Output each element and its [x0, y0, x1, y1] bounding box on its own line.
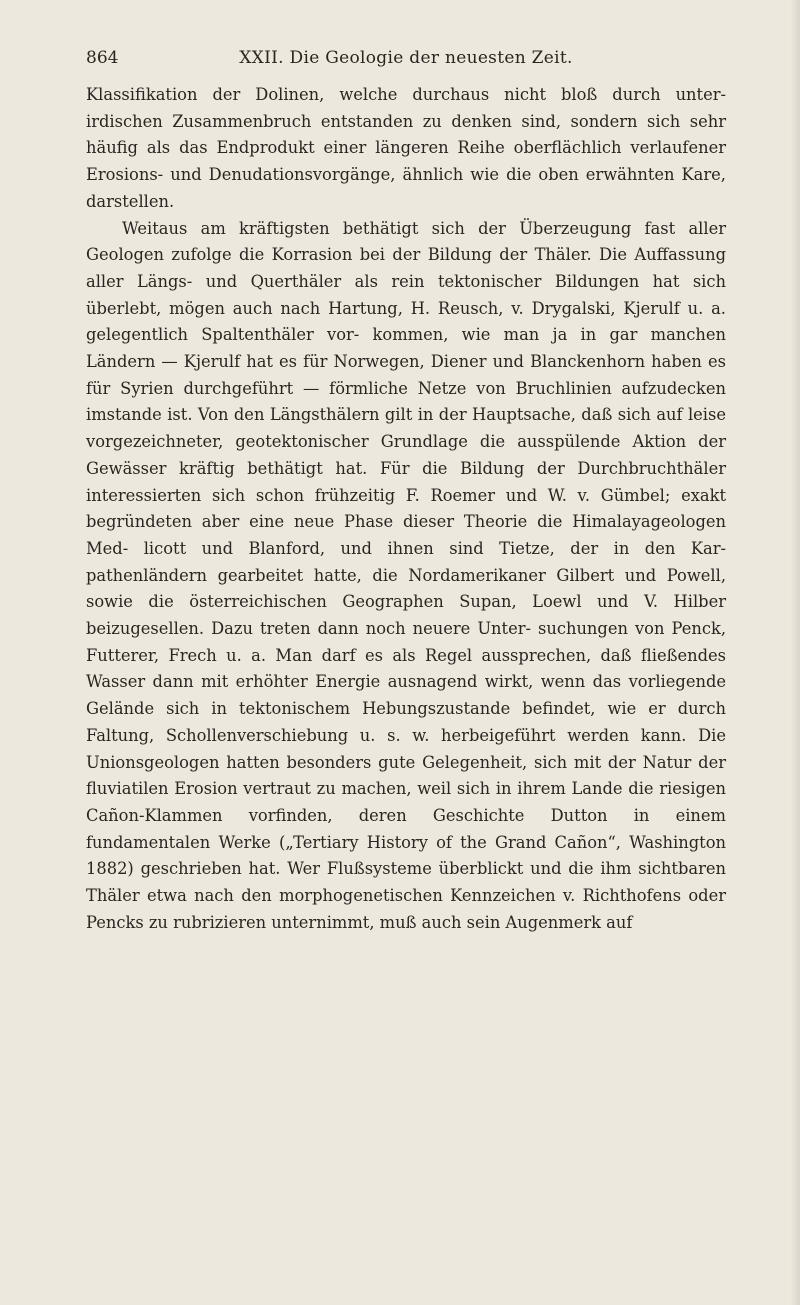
page-number: 864: [86, 48, 119, 68]
page-header: [86, 46, 726, 74]
body-text: [86, 82, 726, 937]
paragraph: Weitaus am kräftigsten bethätigt sich der Überzeugung fast aller Geologen zufolge die Korrasion bei der Bildung der Thäler. Die Auffassung aller Längs- und Querthäler als rein tektonischer Bildungen hat sich überlebt, mögen auch nach Hartung, H. Reusch, v. Drygalski, Kjerulf u. a. gelegentlich Spaltenthäler vor- kommen, wie man ja in gar manchen Ländern — Kjerulf hat es für Norwegen, Diener und Blanckenhorn haben es für Syrien durchgeführt — förmliche Netze von Bruchlinien aufzudecken imstande ist. Von den Längsthälern gilt in der Hauptsache, daß sich auf leise vorgezeichneter, geotektonischer Grundlage die ausspülende Aktion der Gewässer kräftig bethätigt hat. Für die Bildung der Durchbruchthäler interessierten sich schon frühzeitig F. Roemer und W. v. Gümbel; exakt begründeten aber eine neue Phase dieser Theorie die Himalayageologen Med- licott und Blanford, und ihnen sind Tietze, der in den Kar- pathenländern gearbeitet hatte, die Nordamerikaner Gilbert und Powell, sowie die österreichischen Geographen Supan, Loewl und V. Hilber beizugesellen. Dazu treten dann noch neuere Unter- suchungen von Penck, Futterer, Frech u. a. Man darf es als Regel aussprechen, daß fließendes Wasser dann mit erhöhter Energie ausnagend wirkt, wenn das vorliegende Gelände sich in tektonischem Hebungszustande befindet, wie er durch Faltung, Schollenverschiebung u. s. w. herbeigeführt werden kann. Die Unionsgeologen hatten besonders gute Gelegenheit, sich mit der Natur der fluviatilen Erosion vertraut zu machen, weil sich in ihrem Lande die riesigen Cañon-Klammen vorfinden, deren Geschichte Dutton in einem fundamentalen Werke („Tertiary History of the Grand Cañon“, Washington 1882) geschrieben hat. Wer Flußsysteme überblickt und die ihm sichtbaren Thäler etwa nach den morphogenetischen Kennzeichen v. Richthofens oder Pencks zu rubrizieren unternimmt, muß auch sein Augenmerk auf: [86, 218, 726, 932]
running-head: XXII. Die Geologie der neuesten Zeit.: [239, 48, 573, 68]
paragraph: Klassifikation der Dolinen, welche durchaus nicht bloß durch unter- irdischen Zusammenbruch entstanden zu denken sind, sondern sich sehr häufig als das Endprodukt einer längeren Reihe oberflächlich verlaufener Erosions- und Denudationsvorgänge, ähnlich wie die oben erwähnten Kare, darstellen.: [86, 85, 726, 211]
page-edge-shadow: [790, 0, 800, 1305]
